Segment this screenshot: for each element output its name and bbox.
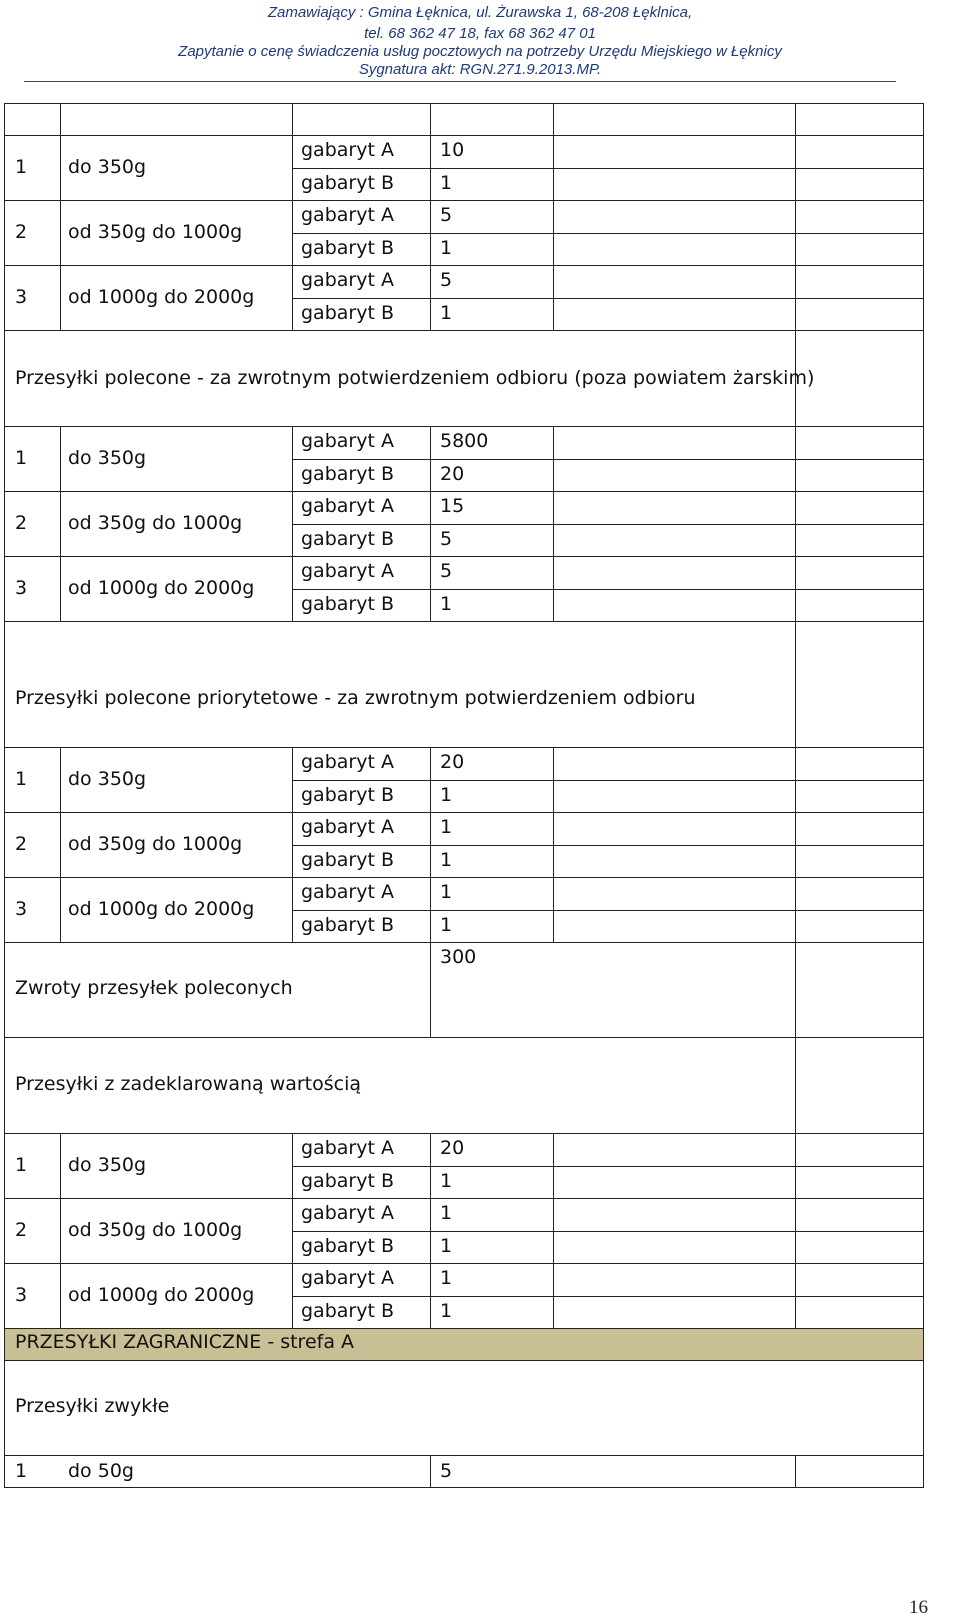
header-line-2: tel. 68 362 47 18, fax 68 362 47 01 [364,25,596,42]
foreign-heading: PRZESYŁKI ZAGRANICZNE - strefa A [15,1331,355,1353]
header-line-4: Sygnatura akt: RGN.271.9.2013.MP. [358,61,602,78]
row-number: 3 [15,576,28,599]
rule-v [553,426,554,622]
size-class: gabaryt B [301,462,394,485]
weight-range: od 1000g do 2000g [68,285,255,308]
quantity: 5 [440,527,453,550]
row-number: 1 [15,1460,28,1482]
rule-v [60,103,61,136]
section-title: Przesyłki polecone priorytetowe - za zwrotnym potwierdzeniem odbioru [15,687,696,709]
rule-v [795,620,796,748]
size-class: gabaryt B [301,783,394,806]
rule-h [292,910,924,911]
header-line-3: Zapytanie o cenę świadczenia usług pocztowych na potrzeby Urzędu Miejskiego w Łęknicy [178,43,782,60]
weight-range: do 350g [68,446,147,469]
rule-v [553,103,554,136]
rule-h [292,780,924,781]
quantity: 1 [440,236,453,259]
row-number: 2 [15,1218,28,1241]
rule-h [292,845,924,846]
row-number: 3 [15,285,28,308]
weight-range: od 350g do 1000g [68,220,243,243]
quantity: 1 [440,1267,453,1290]
rule-v [795,1455,796,1488]
rule-h [4,1198,924,1199]
rule-v [795,426,796,622]
rule-v [292,135,293,331]
rule-v [430,1133,431,1329]
section-title: Przesyłki polecone - za zwrotnym potwierdzeniem odbioru (poza powiatem żarskim) [15,367,815,389]
rule-h [292,233,924,234]
weight-range: od 1000g do 2000g [68,576,255,599]
quantity: 1 [440,913,453,936]
weight-range: do 350g [68,155,147,178]
size-class: gabaryt A [301,1137,394,1160]
size-class: gabaryt A [301,751,394,774]
quantity: 1 [440,1299,453,1322]
rule-v [795,747,796,943]
row-number: 2 [15,511,28,534]
header-line-1: Zamawiający : Gmina Łęknica, ul. Żurawska 1, 68-208 Łęklnica, [267,4,693,21]
rule-h [4,200,924,201]
rule-h [4,1455,924,1456]
rule-v [292,1133,293,1329]
size-class: gabaryt A [301,816,394,839]
size-class: gabaryt B [301,171,394,194]
weight-range: od 350g do 1000g [68,832,243,855]
rule-v [430,942,431,1038]
quantity: 15 [440,495,465,518]
page-number: 16 [909,1597,928,1618]
row-number: 1 [15,767,28,790]
row-number: 1 [15,446,28,469]
rule-h [4,330,924,331]
rule-h [4,1263,924,1264]
rule-h [4,812,924,813]
weight-range: do 350g [68,767,147,790]
rule-v [430,103,431,136]
rule-v [430,1455,431,1488]
weight-range: do 350g [68,1153,147,1176]
size-class: gabaryt B [301,236,394,259]
rule-h [4,265,924,266]
quantity: 5 [440,204,453,227]
weight-range: do 50g [68,1460,134,1482]
rule-h [292,459,924,460]
rule-h [4,621,924,622]
rule-h [4,1360,924,1361]
size-class: gabaryt A [301,1202,394,1225]
rule-v [553,747,554,943]
size-class: gabaryt B [301,592,394,615]
size-class: gabaryt B [301,848,394,871]
quantity: 5 [440,1460,453,1482]
quantity: 1 [440,848,453,871]
weight-range: od 1000g do 2000g [68,1283,255,1306]
row-number: 3 [15,897,28,920]
size-class: gabaryt A [301,139,394,162]
rule-h [4,103,924,104]
rule-v [60,1133,61,1329]
rule-v [430,426,431,622]
rule-v [795,135,796,331]
quantity: 1 [440,816,453,839]
rule-h [4,426,924,427]
rule-h [4,556,924,557]
rule-h [292,168,924,169]
quantity: 1 [440,1202,453,1225]
weight-range: od 1000g do 2000g [68,897,255,920]
row-number: 1 [15,1153,28,1176]
quantity: 20 [440,751,465,774]
rule-h [292,589,924,590]
size-class: gabaryt A [301,430,394,453]
rule-h [292,1166,924,1167]
row-number: 1 [15,155,28,178]
rule-v [553,1133,554,1329]
rule-h [292,524,924,525]
quantity: 20 [440,1137,465,1160]
row-number: 2 [15,220,28,243]
rule-h [4,1133,924,1134]
size-class: gabaryt B [301,1169,394,1192]
quantity: 1 [440,1169,453,1192]
quantity: 1 [440,301,453,324]
size-class: gabaryt A [301,204,394,227]
rule-h [4,877,924,878]
section-title: Przesyłki z zadeklarowaną wartością [15,1073,362,1095]
size-class: gabaryt B [301,1234,394,1257]
size-class: gabaryt A [301,269,394,292]
rule-h [4,135,924,136]
rule-v [795,1133,796,1329]
quantity: 1 [440,783,453,806]
row-number: 2 [15,832,28,855]
rule-v [795,1037,796,1134]
rule-v [795,103,796,136]
size-class: gabaryt B [301,527,394,550]
rule-h [292,1296,924,1297]
returns-quantity: 300 [440,946,477,968]
rule-h [4,491,924,492]
rule-h [4,942,924,943]
size-class: gabaryt A [301,881,394,904]
foreign-subtitle: Przesyłki zwykłe [15,1395,170,1417]
quantity: 5800 [440,430,489,453]
rule-v [923,103,924,1488]
rule-v [60,135,61,331]
quantity: 1 [440,1234,453,1257]
rule-h [4,1037,924,1038]
rule-v [292,426,293,622]
rule-v [553,135,554,331]
rule-v [795,942,796,1038]
rule-v [60,426,61,622]
rule-h [292,1231,924,1232]
header-rule [24,81,896,82]
size-class: gabaryt A [301,495,394,518]
rule-v [60,747,61,943]
row-number: 3 [15,1283,28,1306]
rule-v [430,747,431,943]
size-class: gabaryt B [301,913,394,936]
rule-h [4,1487,924,1488]
size-class: gabaryt A [301,1267,394,1290]
returns-label: Zwroty przesyłek poleconych [15,977,293,999]
quantity: 20 [440,462,465,485]
rule-v [292,103,293,136]
rule-h [4,747,924,748]
quantity: 1 [440,171,453,194]
quantity: 1 [440,881,453,904]
weight-range: od 350g do 1000g [68,511,243,534]
quantity: 5 [440,560,453,583]
rule-h [292,298,924,299]
rule-v [4,103,5,1488]
rule-v [430,135,431,331]
quantity: 5 [440,269,453,292]
quantity: 1 [440,592,453,615]
rule-v [292,747,293,943]
size-class: gabaryt B [301,301,394,324]
size-class: gabaryt A [301,560,394,583]
weight-range: od 350g do 1000g [68,1218,243,1241]
quantity: 10 [440,139,465,162]
size-class: gabaryt B [301,1299,394,1322]
